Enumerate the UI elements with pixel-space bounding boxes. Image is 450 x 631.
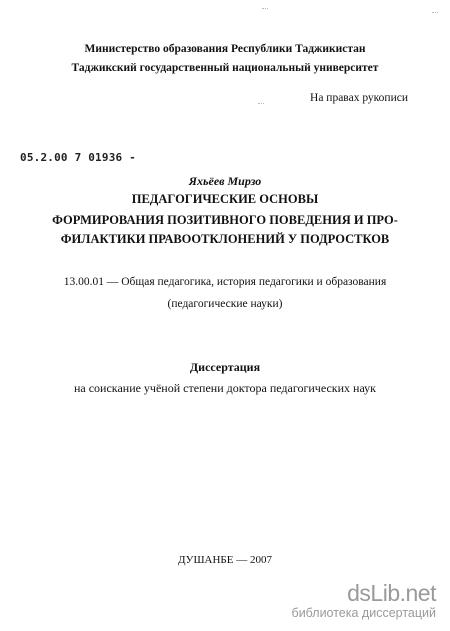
dslib-logo: dsLib.net [347,580,436,606]
dslib-watermark [292,582,436,620]
author-name: Яхьёев Мирзо [188,174,262,188]
science-field: (педагогические науки) [167,298,283,310]
city-and-year: ДУШАНБЕ — 2007 [178,554,272,566]
document-type: Диссертация [189,360,261,374]
scan-speck [258,103,264,108]
dslib-tagline: библиотека диссертаций [291,606,436,620]
scan-speck [262,8,268,13]
scan-speck [432,12,438,17]
library-registration-stamp: 05.2.00 7 01936 - [20,151,136,164]
dissertation-title-line-2: ФОРМИРОВАНИЯ ПОЗИТИВНОГО ПОВЕДЕНИЯ И ПРО- [52,213,398,227]
university-heading: Таджикский государственный национальный университет [71,62,379,74]
dissertation-title-line-1: ПЕДАГОГИЧЕСКИЕ ОСНОВЫ [131,192,319,206]
degree-purpose: на соискание учёной степени доктора педагогических наук [73,381,377,395]
dissertation-title-line-3: ФИЛАКТИКИ ПРАВООТКЛОНЕНИЙ У ПОДРОСТКОВ [60,232,390,246]
ministry-heading: Министерство образования Республики Таджикистан [84,43,366,55]
specialty-code-line: 13.00.01 — Общая педагогика, история педагогики и образования [63,276,387,288]
manuscript-rights-note: На правах рукописи [310,92,408,104]
